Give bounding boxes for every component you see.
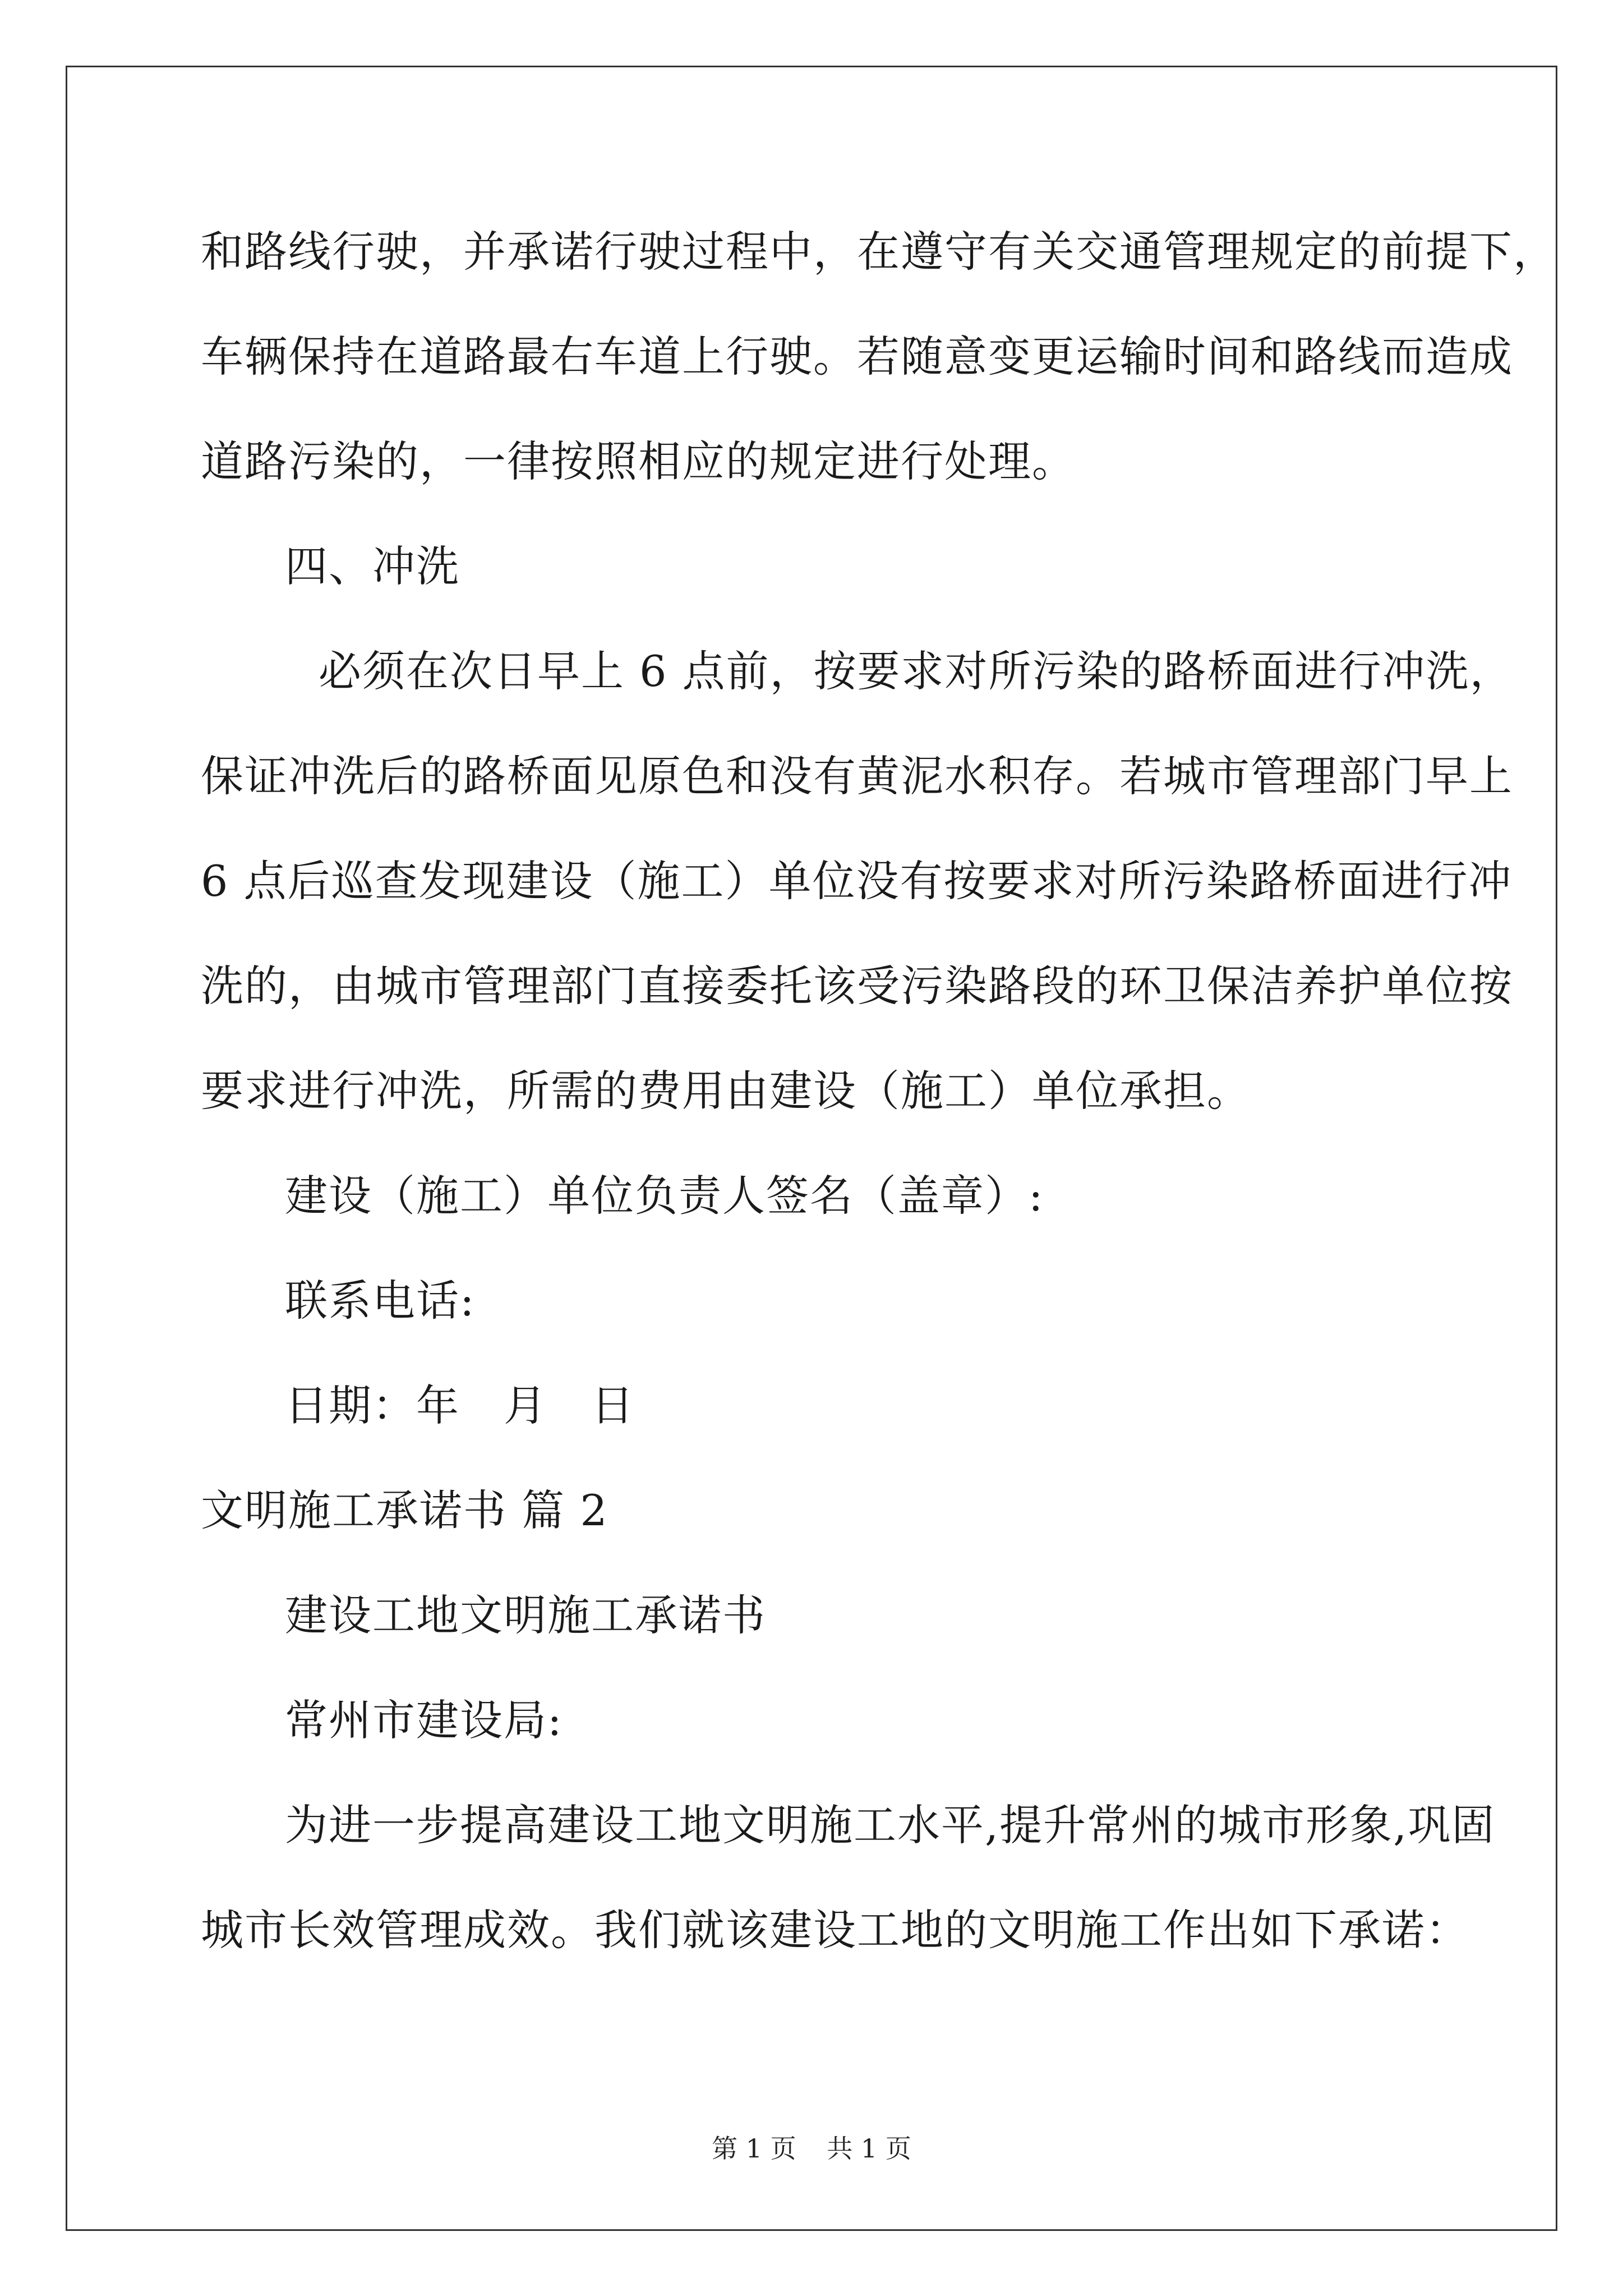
paragraph-line: 城市长效管理成效。我们就该建设工地的文明施工作出如下承诺：: [201, 1905, 1469, 1955]
document-body: [201, 199, 1557, 1982]
paragraph-line: 为进一步提高建设工地文明施工水平,提升常州的城市形象,巩固: [285, 1800, 1496, 1850]
phone-line: 联系电话:: [285, 1276, 476, 1326]
paragraph-line: 保证冲洗后的路桥面见原色和没有黄泥水积存。若城市管理部门早上: [201, 751, 1513, 801]
letter-recipient: 常州市建设局:: [285, 1695, 563, 1745]
signature-line: 建设（施工）单位负责人签名（盖章）:: [285, 1171, 1044, 1221]
paragraph-line: 6 点后巡查发现建设（施工）单位没有按要求对所污染路桥面进行冲: [201, 856, 1513, 906]
paragraph-line: 要求进行冲洗，所需的费用由建设（施工）单位承担。: [201, 1066, 1251, 1116]
paragraph-line: 车辆保持在道路最右车道上行驶。若随意变更运输时间和路线而造成: [201, 332, 1513, 381]
paragraph-line: 道路污染的，一律按照相应的规定进行处理。: [201, 436, 1076, 486]
paragraph-line: 和路线行驶，并承诺行驶过程中，在遵守有关交通管理规定的前提下，: [201, 227, 1557, 277]
date-line: 日期：年 月 日: [285, 1381, 635, 1430]
page-number-current: 第 1 页: [712, 2133, 796, 2164]
letter-title: 建设工地文明施工承诺书: [285, 1590, 766, 1640]
paragraph-line: 必须在次日早上 6 点前，按要求对所污染的路桥面进行冲洗，: [319, 646, 1514, 696]
paragraph-line: 洗的，由城市管理部门直接委托该受污染路段的环卫保洁养护单位按: [201, 961, 1513, 1011]
article-title: 文明施工承诺书 篇 2: [201, 1485, 608, 1535]
section-heading: 四、冲洗: [285, 541, 460, 591]
page-footer: [0, 2132, 1623, 2165]
page-number-total: 共 1 页: [827, 2133, 911, 2164]
